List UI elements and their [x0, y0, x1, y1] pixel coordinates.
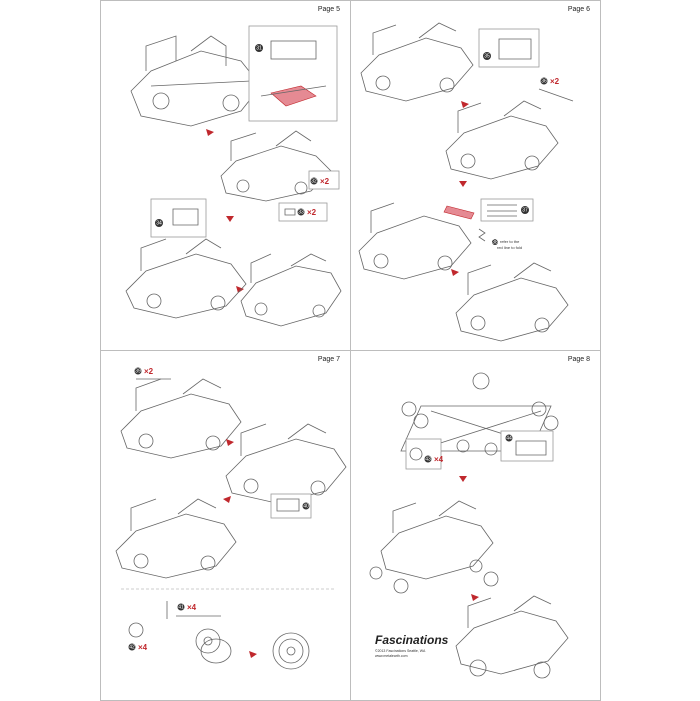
- svg-text:35: 35: [484, 53, 490, 60]
- svg-text:39: 39: [135, 368, 141, 375]
- callout-detail: [271, 494, 311, 518]
- car-diagram: [221, 131, 331, 201]
- page-number: Page 8: [567, 356, 590, 363]
- callout-detail: [151, 199, 206, 237]
- car-diagram: [446, 101, 558, 179]
- page-number: Page 5: [317, 6, 340, 13]
- car-diagram: [131, 36, 261, 126]
- svg-text:×4: ×4: [434, 455, 444, 464]
- svg-text:34: 34: [156, 220, 162, 227]
- assembly-illustration: [351, 351, 600, 700]
- assembly-illustration: [101, 351, 350, 700]
- car-diagram: [361, 23, 473, 101]
- car-diagram: [370, 501, 498, 593]
- car-diagram: [456, 596, 568, 678]
- svg-text:refer to the: refer to the: [500, 239, 520, 244]
- brand-block: [375, 633, 449, 658]
- svg-text:36: 36: [541, 78, 547, 85]
- svg-text:44: 44: [506, 435, 512, 442]
- svg-text:×4: ×4: [138, 643, 148, 652]
- svg-text:×2: ×2: [144, 367, 154, 376]
- car-diagram: [456, 263, 568, 341]
- callout-detail: [406, 439, 444, 469]
- svg-text:×2: ×2: [307, 208, 317, 217]
- callout-detail: [479, 29, 539, 67]
- arrow: [206, 129, 214, 136]
- arrow: [471, 594, 479, 601]
- callout-detail: [501, 431, 553, 461]
- arrow: [223, 496, 231, 503]
- page-panel-8: [350, 350, 601, 701]
- callout-detail: [129, 601, 222, 652]
- svg-text:×2: ×2: [320, 177, 330, 186]
- svg-text:40: 40: [303, 503, 309, 510]
- callout-detail: [249, 26, 337, 121]
- car-diagram: [116, 499, 236, 578]
- assembly-illustration: [351, 1, 600, 350]
- car-diagram: [121, 379, 241, 458]
- wheel-diagram: [273, 633, 309, 669]
- car-diagram: [126, 239, 246, 318]
- svg-text:37: 37: [522, 207, 528, 214]
- svg-text:42: 42: [129, 644, 135, 651]
- page-panel-5: [100, 0, 351, 351]
- arrow: [226, 439, 234, 446]
- car-diagram: [226, 424, 346, 503]
- assembly-illustration: [101, 1, 350, 350]
- callout-detail: [479, 199, 533, 250]
- page-panel-6: [350, 0, 601, 351]
- arrow: [451, 269, 459, 276]
- page-number: Page 7: [317, 356, 340, 363]
- svg-text:43: 43: [425, 456, 431, 463]
- callout-detail: [539, 77, 573, 101]
- svg-text:38: 38: [492, 239, 498, 246]
- arrow: [249, 651, 257, 658]
- svg-text:×2: ×2: [550, 77, 560, 86]
- copyright-text: ©2013 Fascinations Seattle, WA: [375, 649, 426, 653]
- arrow: [459, 181, 467, 187]
- page-panel-7: [100, 350, 351, 701]
- car-diagram: [241, 254, 341, 326]
- svg-text:41: 41: [178, 604, 184, 611]
- brand-logo: Fascinations: [375, 633, 449, 647]
- svg-text:33: 33: [298, 209, 304, 216]
- svg-text:32: 32: [311, 178, 317, 185]
- svg-text:×4: ×4: [187, 603, 197, 612]
- car-diagram: [359, 203, 474, 279]
- wheel-diagram: [196, 629, 231, 663]
- arrow: [461, 101, 469, 108]
- arrow: [226, 216, 234, 222]
- callout-detail: [135, 367, 172, 379]
- website-text: www.metalearth.com: [375, 654, 408, 658]
- svg-text:red line to fold: red line to fold: [497, 245, 523, 250]
- svg-text:31: 31: [256, 45, 262, 52]
- page-number: Page 6: [567, 6, 590, 13]
- arrow: [459, 476, 467, 482]
